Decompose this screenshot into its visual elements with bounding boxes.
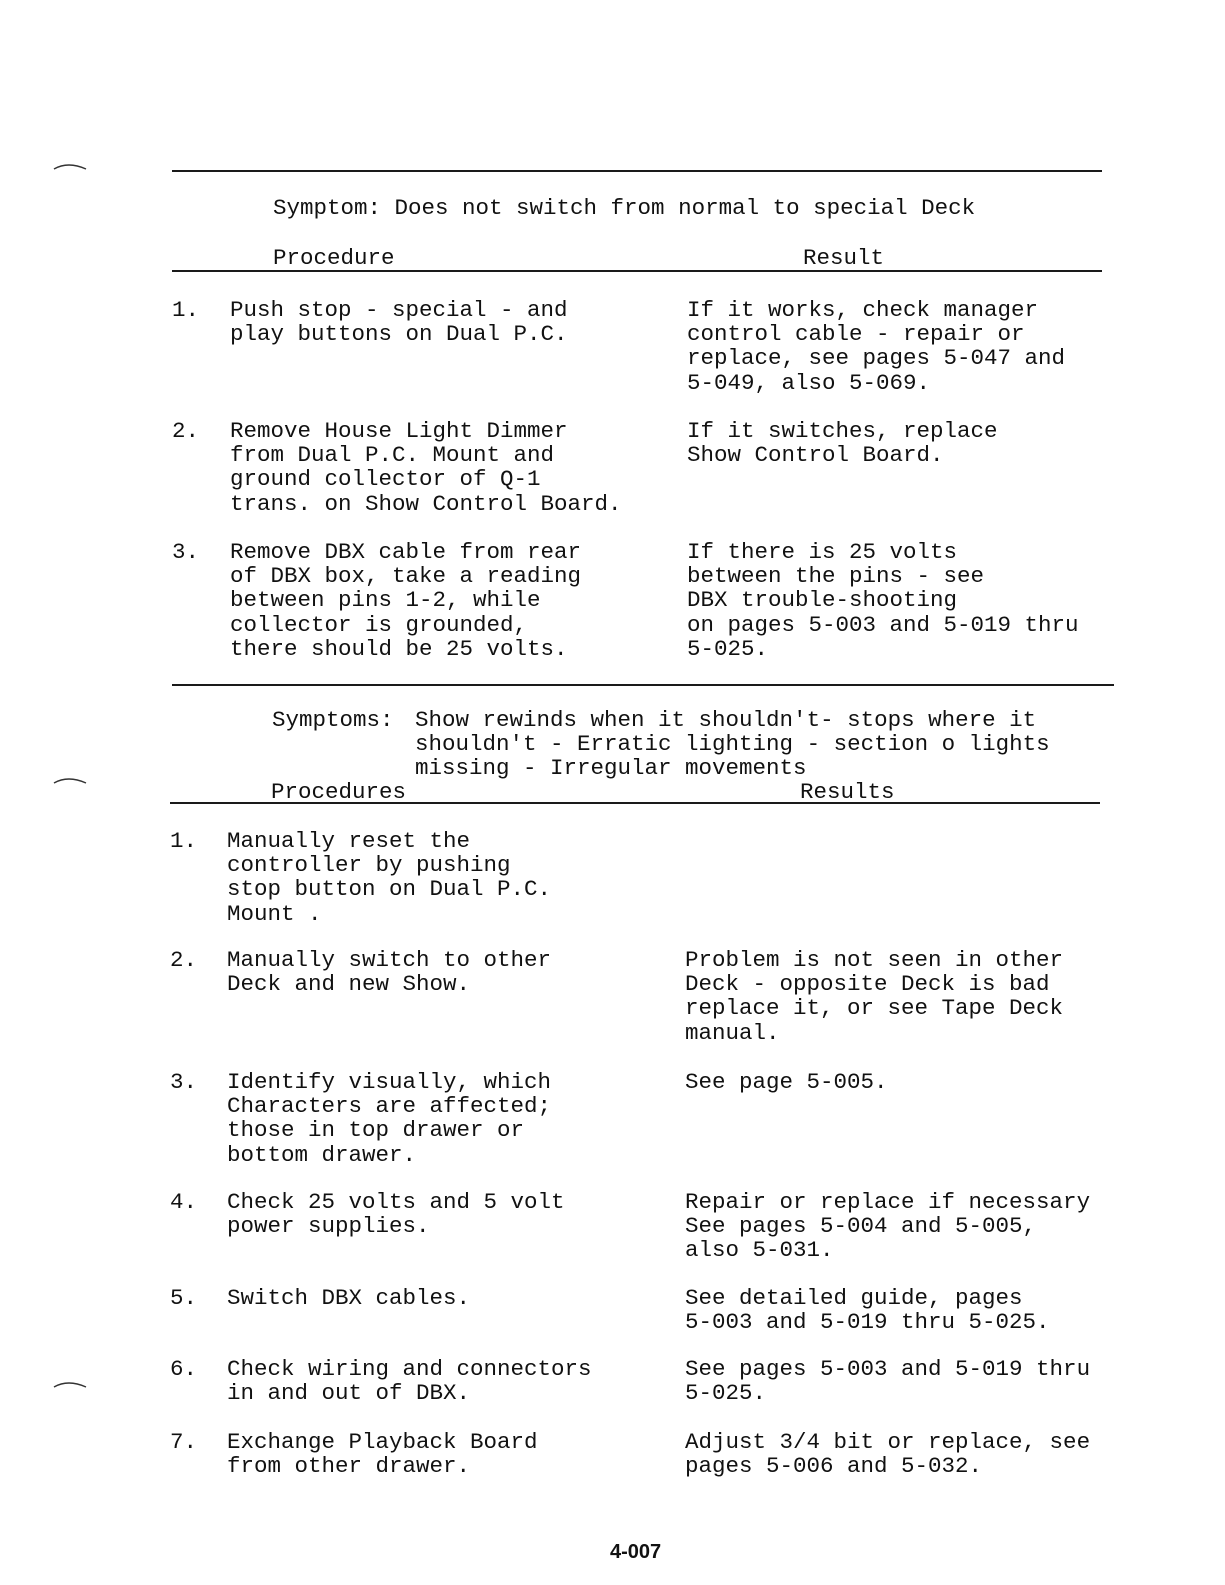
row-number: 3. bbox=[172, 539, 200, 565]
procedure-text: Switch DBX cables. bbox=[227, 1285, 471, 1311]
symptoms-text: Show rewinds when it shouldn't- stops where it shouldn't - Erratic lighting - section o lights missing - Irregular movements bbox=[415, 707, 1050, 782]
procedure-text: Exchange Playback Board from other drawer. bbox=[227, 1429, 538, 1480]
row-number: 3. bbox=[170, 1069, 198, 1095]
top-rule bbox=[172, 170, 1102, 172]
symptoms-label: Symptoms: bbox=[272, 707, 394, 733]
symptom-heading: Symptom: Does not switch from normal to special Deck bbox=[273, 195, 976, 221]
procedure-text: Check 25 volts and 5 volt power supplies. bbox=[227, 1189, 565, 1240]
binder-hole-mark bbox=[52, 1381, 88, 1389]
results-column-header: Results bbox=[800, 779, 895, 805]
result-text: If there is 25 volts between the pins - see DBX trouble-shooting on pages 5-003 and 5-019 thru 5-025. bbox=[687, 539, 1079, 662]
result-text: Repair or replace if necessary See pages 5-004 and 5-005, also 5-031. bbox=[685, 1189, 1091, 1264]
row-number: 7. bbox=[170, 1429, 198, 1455]
procedure-text: Remove House Light Dimmer from Dual P.C. Mount and ground collector of Q-1 trans. on Show Control Board. bbox=[230, 418, 622, 517]
result-text: See pages 5-003 and 5-019 thru 5-025. bbox=[685, 1356, 1091, 1407]
result-text: If it switches, replace Show Control Board. bbox=[687, 418, 998, 469]
result-text: If it works, check manager control cable - repair or replace, see pages 5-047 and 5-049, also 5-069. bbox=[687, 297, 1066, 396]
row-number: 2. bbox=[172, 418, 200, 444]
result-text: See page 5-005. bbox=[685, 1069, 888, 1095]
procedure-text: Remove DBX cable from rear of DBX box, take a reading between pins 1-2, while collector is grounded, there should be 25 volts. bbox=[230, 539, 582, 662]
section-divider-rule bbox=[172, 684, 1114, 686]
procedures-column-header: Procedures bbox=[271, 779, 407, 805]
procedure-text: Manually reset the controller by pushing stop button on Dual P.C. Mount . bbox=[227, 828, 552, 927]
row-number: 5. bbox=[170, 1285, 198, 1311]
result-column-header: Result bbox=[803, 245, 885, 271]
row-number: 4. bbox=[170, 1189, 198, 1215]
row-number: 6. bbox=[170, 1356, 198, 1382]
row-number: 1. bbox=[170, 828, 198, 854]
header-rule bbox=[170, 802, 1100, 804]
binder-hole-mark bbox=[52, 777, 88, 785]
procedure-text: Manually switch to other Deck and new Show. bbox=[227, 947, 552, 998]
procedure-column-header: Procedure bbox=[273, 245, 395, 271]
result-text: Adjust 3/4 bit or replace, see pages 5-006 and 5-032. bbox=[685, 1429, 1091, 1480]
page-number: 4-007 bbox=[610, 1541, 662, 1563]
result-text: Problem is not seen in other Deck - opposite Deck is bad replace it, or see Tape Deck manual. bbox=[685, 947, 1064, 1046]
result-text: See detailed guide, pages 5-003 and 5-019 thru 5-025. bbox=[685, 1285, 1050, 1336]
procedure-text: Check wiring and connectors in and out of DBX. bbox=[227, 1356, 592, 1407]
procedure-text: Push stop - special - and play buttons on Dual P.C. bbox=[230, 297, 568, 348]
row-number: 1. bbox=[172, 297, 200, 323]
procedure-text: Identify visually, which Characters are affected; those in top drawer or bottom drawer. bbox=[227, 1069, 552, 1168]
binder-hole-mark bbox=[52, 163, 88, 171]
row-number: 2. bbox=[170, 947, 198, 973]
header-rule bbox=[172, 270, 1102, 272]
